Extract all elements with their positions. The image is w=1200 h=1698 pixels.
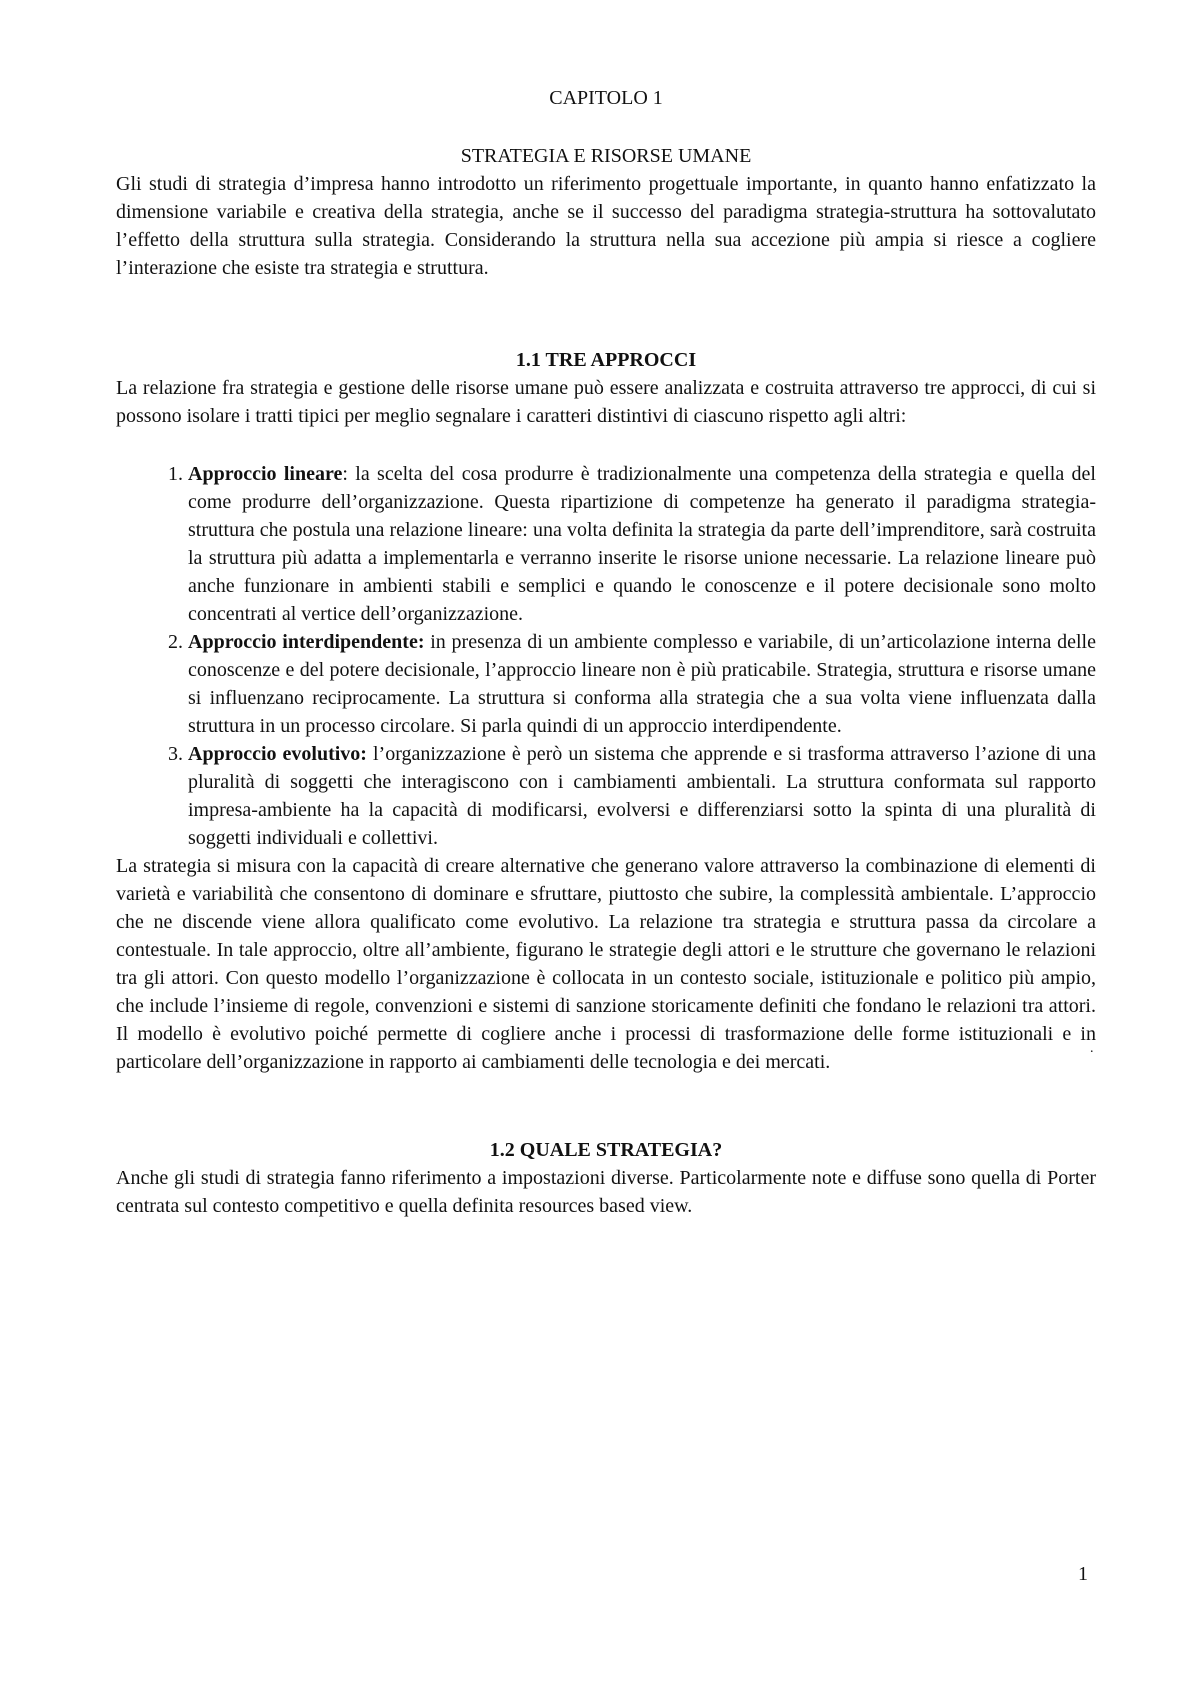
section-intro-paragraph: La relazione fra strategia e gestione delle risorse umane può essere analizzata e costruita attraverso tre approcci, di cui si possono isolare i tratti tipici per meglio segnalare i caratteri distintivi di ciascuno rispetto agli altri: xyxy=(116,377,1096,427)
closing-paragraph: La strategia si misura con la capacità di creare alternative che generano valore attraverso la combinazione di elementi di varietà e variabilità che consentono di dominare e sfruttare, piuttosto che subire, la complessità ambientale. L’approccio che ne discende viene allora qualificato come evolutivo. La relazione tra strategia e struttura passa da circolare a contestuale. In tale approccio, oltre all’ambiente, figurano le strategie degli attori e le strutture che governano le relazioni tra gli attori. Con questo modello l’organizzazione è collocata in un contesto sociale, istituzionale e politico più ampio, che include l’insieme di regole, convenzioni e sistemi di sanzione storicamente definiti che fondano le relazioni tra attori. Il modello è evolutivo poiché permette di cogliere anche i processi di trasformazione delle forme istituzionali e in particolare dell’organizzazione in rapporto ai cambiamenti delle tecnologia e dei mercati. xyxy=(116,855,1096,1073)
list-item-text: in presenza di un ambiente complesso e variabile, di un’articolazione interna delle conoscenze e del potere decisionale, l’approccio lineare non è più praticabile. Strategia, struttura e risorse umane si influenzano reciprocamente. La struttura si conforma alla strategia che a sua volta viene influenzata dalla struttura in un processo circolare. Si parla quindi di un approccio interdipendente. xyxy=(188,631,1096,737)
list-item-label: Approccio interdipendente: xyxy=(188,631,425,653)
intro-paragraph: Gli studi di strategia d’impresa hanno introdotto un riferimento progettuale importante, in quanto hanno enfatizzato la dimensione variabile e creativa della strategia, anche se il successo del paradigma strategia-struttura ha sottovalutato l’effetto della struttura sulla strategia. Considerando la struttura nella sua accezione più ampia si riesce a cogliere l’interazione che esiste tra strategia e struttura. xyxy=(116,173,1096,279)
page-number: 1 xyxy=(1078,1563,1088,1585)
list-item-approccio-evolutivo xyxy=(188,740,1096,852)
section-heading-quale-strategia: 1.2 QUALE STRATEGIA? xyxy=(489,1139,723,1161)
list-item-text: l’organizzazione è però un sistema che apprende e si trasforma attraverso l’azione di una pluralità di soggetti che interagiscono con i cambiamenti ambientali. La struttura conformata sul rapporto impresa-ambiente ha la capacità di modificarsi, evolversi e differenziarsi sotto la spinta di una pluralità di soggetti individuali e collettivi. xyxy=(188,743,1097,849)
section-2-paragraph: Anche gli studi di strategia fanno riferimento a impostazioni diverse. Particolarmente note e diffuse sono quella di Porter centrata sul contesto competitivo e quella definita resources based view. xyxy=(116,1167,1096,1217)
list-item-approccio-lineare xyxy=(188,460,1096,628)
list-item-approccio-interdipendente xyxy=(188,628,1096,740)
list-item-label: Approccio lineare xyxy=(188,463,343,485)
list-item-label: Approccio evolutivo: xyxy=(188,743,367,765)
chapter-title: STRATEGIA E RISORSE UMANE xyxy=(460,145,752,167)
section-heading-tre-approcci: 1.1 TRE APPROCCI xyxy=(515,349,697,371)
stray-mark: . xyxy=(1090,1041,1094,1056)
approaches-list xyxy=(116,460,1096,852)
chapter-label: CAPITOLO 1 xyxy=(549,87,663,109)
list-item-text: : la scelta del cosa produrre è tradizionalmente una competenza della strategia e quella del come produrre dell’organizzazione. Questa ripartizione di competenze ha generato il paradigma strategia-struttura che postula una relazione lineare: una volta definita la strategia da parte dell’imprenditore, sarà costruita la struttura più adatta a implementarla e verranno inserite le risorse unione necessarie. La relazione lineare può anche funzionare in ambienti stabili e semplici e quando le conoscenze e il potere decisionale sono molto concentrati al vertice dell’organizzazione. xyxy=(188,463,1096,625)
page-content xyxy=(116,84,1096,1220)
